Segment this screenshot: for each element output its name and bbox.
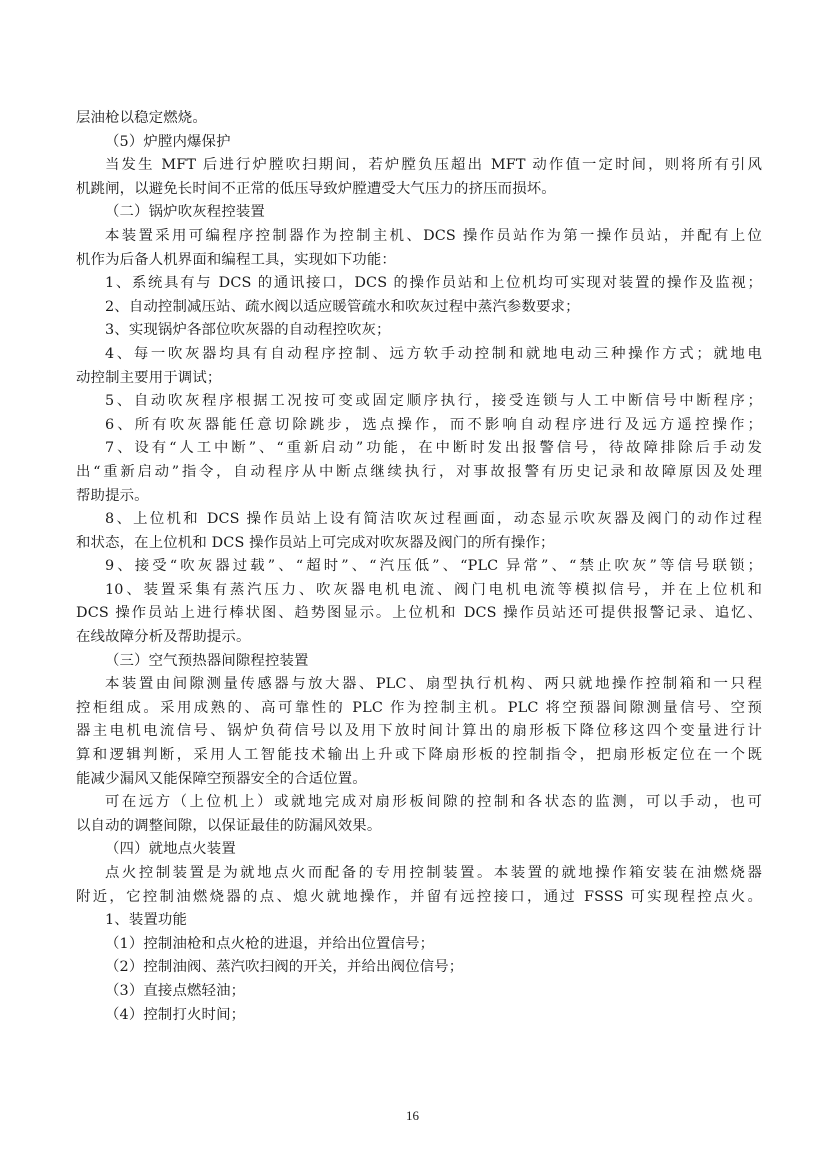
text-line: （4）控制打火时间； xyxy=(105,1006,246,1023)
text-line: （1）控制油枪和点火枪的进退，并给出位置信号； xyxy=(105,935,435,952)
text-line: 器主电机电流信号、锅炉负荷信号以及用下放时间计算出的扇形板下降位移这四个变量进行计 xyxy=(76,723,762,740)
text-line: 9、接受“吹灰器过载”、“超时”、“汽压低”、“PLC 异常”、“禁止吹灰”等信号联锁； xyxy=(105,558,762,575)
text-line: （四）就地点火装置 xyxy=(105,841,236,858)
text-line: 帮助提示。 xyxy=(76,487,149,504)
text-line: 以自动的调整间隙，以保证最佳的防漏风效果。 xyxy=(76,817,382,834)
text-line: 1、系统具有与 DCS 的通讯接口，DCS 的操作员站和上位机均可实现对装置的操作及监视； xyxy=(105,275,762,292)
text-line: 附近，它控制油燃烧器的点、熄火就地操作，并留有远控接口，通过 FSSS 可实现程控点火。 xyxy=(76,888,762,905)
text-line: 点火控制装置是为就地点火而配备的专用控制装置。本装置的就地操作箱安装在油燃烧器 xyxy=(105,865,762,881)
text-line: 本装置采用可编程序控制器作为控制主机、DCS 操作员站作为第一操作员站，并配有上位 xyxy=(105,227,762,244)
text-line: 层油枪以稳定燃烧。 xyxy=(76,110,207,126)
text-line: 10、装置采集有蒸汽压力、吹灰器电机电流、阀门电机电流等模拟信号，并在上位机和 xyxy=(105,581,762,598)
text-line: DCS 操作员站上进行棒状图、趋势图显示。上位机和 DCS 操作员站还可提供报警记录、追忆、 xyxy=(76,605,762,622)
text-line: 7、设有“人工中断”、“重新启动”功能，在中断时发出报警信号，待故障排除后手动发 xyxy=(105,440,762,457)
text-line: 1、装置功能 xyxy=(105,912,188,929)
text-line: （3）直接点燃轻油； xyxy=(105,982,246,999)
text-line: 2、自动控制减压站、疏水阀以适应暖管疏水和吹灰过程中蒸汽参数要求； xyxy=(105,298,580,315)
page-number: 16 xyxy=(406,1108,419,1123)
text-line: （二）锅炉吹灰程控装置 xyxy=(105,204,265,221)
text-line: 和状态，在上位机和 DCS 操作员站上可完成对吹灰器及阀门的所有操作； xyxy=(76,534,555,551)
text-line: 当发生 MFT 后进行炉膛吹扫期间，若炉膛负压超出 MFT 动作值一定时间，则将所有引风 xyxy=(105,157,762,174)
text-line: 算和逻辑判断，采用人工智能技术输出上升或下降扇形板的控制指令，把扇形板定位在一个既 xyxy=(76,747,762,764)
text-line: 动控制主要用于调试； xyxy=(76,369,222,386)
text-line: （2）控制油阀、蒸汽吹扫阀的开关，并给出阀位信号； xyxy=(105,959,464,976)
text-line: 机跳闸，以避免长时间不正常的低压导致炉膛遭受大气压力的挤压而损坏。 xyxy=(76,180,556,197)
text-line: 本装置由间隙测量传感器与放大器、PLC、扇型执行机构、两只就地操作控制箱和一只程 xyxy=(105,676,762,693)
text-line: 6、所有吹灰器能任意切除跳步，选点操作，而不影响自动程序进行及远方遥控操作； xyxy=(105,416,762,433)
text-line: （5）炉膛内爆保护 xyxy=(105,133,231,150)
text-line: 在线故障分析及帮助提示。 xyxy=(76,629,251,646)
text-line: 能减少漏风又能保障空预器安全的合适位置。 xyxy=(76,770,367,787)
document-body xyxy=(76,107,762,1087)
text-line: 8、上位机和 DCS 操作员站上设有简洁吹灰过程画面，动态显示吹灰器及阀门的动作过程 xyxy=(105,511,762,528)
text-line: 3、实现锅炉各部位吹灰器的自动程控吹灰； xyxy=(105,322,391,339)
text-line: 控柜组成。采用成熟的、高可靠性的 PLC 作为控制主机。PLC 将空预器间隙测量信号、空预 xyxy=(76,699,762,716)
text-line: 出“重新启动”指令，自动程序从中断点继续执行，对事故报警有历史记录和故障原因及处理 xyxy=(76,463,762,480)
text-line: 可在远方（上位机上）或就地完成对扇形板间隙的控制和各状态的监测，可以手动，也可 xyxy=(105,794,762,811)
text-line: （三）空气预热器间隙程控装置 xyxy=(105,652,309,669)
text-line: 5、自动吹灰程序根据工况按可变或固定顺序执行，接受连锁与人工中断信号中断程序； xyxy=(105,393,762,410)
text-line: 机作为后备人机界面和编程工具，实现如下功能： xyxy=(76,251,396,268)
text-line: 4、每一吹灰器均具有自动程序控制、远方软手动控制和就地电动三种操作方式；就地电 xyxy=(105,345,762,362)
